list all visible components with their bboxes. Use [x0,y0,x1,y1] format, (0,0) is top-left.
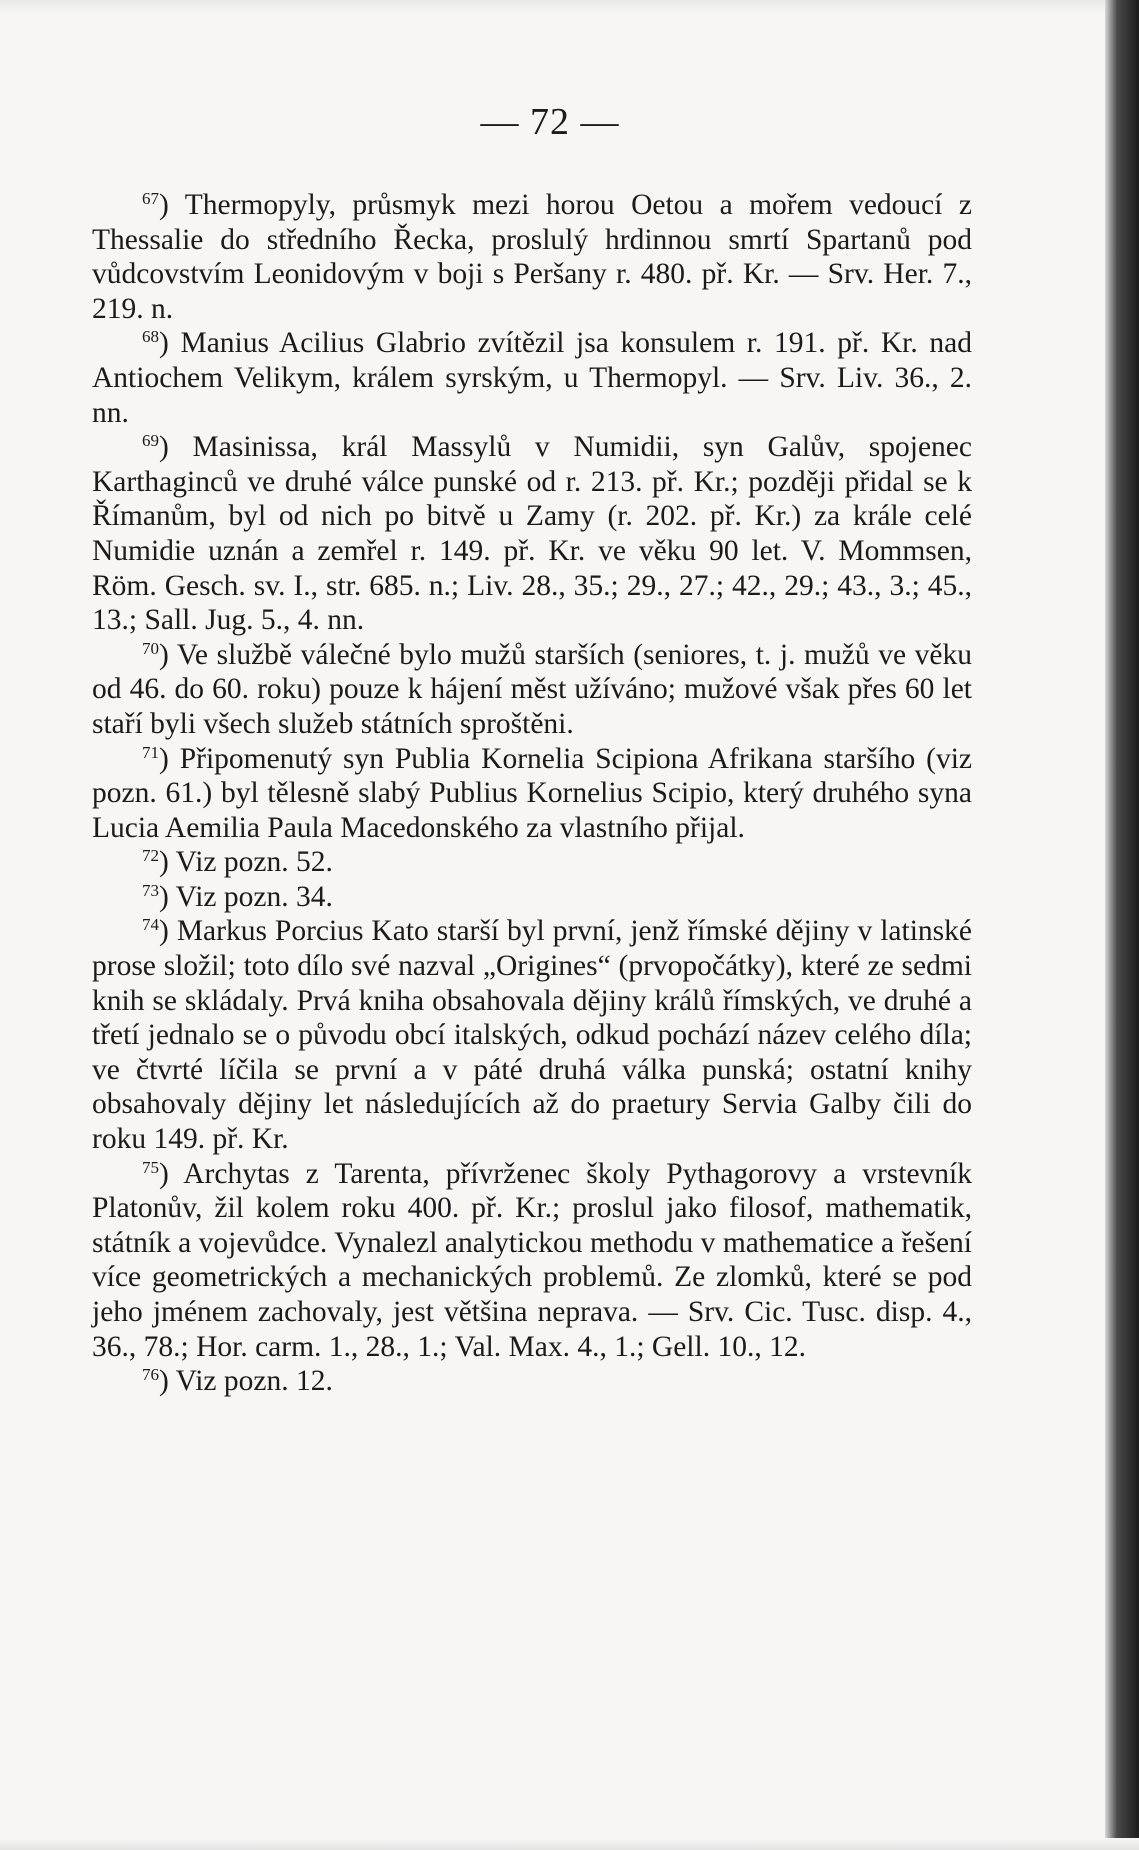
page-number: — 72 — [480,101,620,143]
footnote-marker: 71 [142,742,159,762]
footnote-text: ) Masinissa, král Massylů v Numidii, syn Galův, spojenec Karthaginců ve druhé válce punské od r. 213. př. Kr.; později přidal se k Římanům, byl od nich po bitvě u Zamy (r. 202. př. Kr.) za krále celé Numidie uznán a zemřel r. 149. př. Kr. ve věku 90 let. V. Mommsen, Röm. Gesch. sv. I., str. 685. n.; Liv. 28., 35.; 29., 27.; 42., 29.; 43., 3.; 45., 13.; Sall. Jug. 5., 4. nn. [92,431,972,637]
footnotes-block [92,188,972,1399]
footnote-marker: 75 [142,1157,159,1177]
footnote-76 [92,1364,972,1399]
footnote-text: ) Archytas z Tarenta, přívrženec školy Pythagorovy a vrstevník Platonův, žil kolem roku 400. př. Kr.; proslul jako filosof, mathematik, státník a vojevůdce. Vynalezl analytickou methodu v mathematice a řešení více geometrických a mechanických problemů. Ze zlomků, které se pod jeho jménem zachovaly, jest většina nepravа. — Srv. Cic. Tusc. disp. 4., 36., 78.; Hor. carm. 1., 28., 1.; Val. Max. 4., 1.; Gell. 10., 12. [92,1157,972,1363]
footnote-text: ) Thermopyly, průsmyk mezi horou Oetou a mořem vedoucí z Thessalie do středního Řecka, proslulý hrdinnou smrtí Spartanů pod vůdcovstvím Leonidovým v boji s Peršany r. 480. př. Kr. — Srv. Her. 7., 219. n. [92,189,972,325]
footnote-72 [92,845,972,880]
footnote-text: ) Viz pozn. 34. [159,880,333,913]
scan-edge-top [0,0,1139,14]
footnote-marker: 74 [142,915,159,935]
footnote-marker: 69 [142,431,159,451]
footnote-69 [92,430,972,638]
footnote-marker: 72 [142,846,159,866]
footnote-text: ) Markus Porcius Kato starší byl první, jenž římské dějiny v latinské prose složil; toto dílo své nazval „Origines“ (prvopočátky), které ze sedmi knih se skládaly. Prvá kniha obsahovala dějiny králů římských, ve druhé a třetí jednalo se o původu obcí italských, odkud pochází název celého díla; ve čtvrté líčila se první a v páté druhá válka punská; ostatní knihy obsahovaly dějiny let následujících až do praetury Servia Galby čili do roku 149. př. Kr. [92,915,972,1156]
footnote-text: ) Viz pozn. 12. [159,1365,333,1398]
footnote-70 [92,638,972,742]
scan-edge-bottom [0,1838,1139,1850]
footnote-marker: 73 [142,880,159,900]
footnote-text: ) Ve službě válečné bylo mužů starších (seniores, t. j. mužů ve věku od 46. do 60. roku) pouze k hájení měst užíváno; mužové však přes 60 let staří byli všech služeb státních sproštěni. [92,638,972,740]
footnote-text: ) Manius Acilius Glabrio zvítězil jsa konsulem r. 191. př. Kr. nad Antiochem Velikym, králem syrským, u Thermopyl. — Srv. Liv. 36., 2. nn. [92,327,972,429]
footnote-71 [92,742,972,846]
footnote-67 [92,188,972,326]
footnote-marker: 70 [142,638,159,658]
footnote-68 [92,326,972,430]
footnote-marker: 68 [142,327,159,347]
footnote-marker: 76 [142,1365,159,1385]
scan-edge-right [1105,0,1139,1850]
footnote-text: ) Připomenutý syn Publia Kornelia Scipiona Afrikana staršího (viz pozn. 61.) byl tělesně slabý Publius Kornelius Scipio, který druhého syna Lucia Aemilia Paula Macedonského za vlastního přijal. [92,742,972,844]
footnote-74 [92,914,972,1156]
footnote-marker: 67 [142,189,159,208]
footnote-73 [92,880,972,915]
footnote-text: ) Viz pozn. 52. [159,846,333,879]
footnote-75 [92,1157,972,1365]
